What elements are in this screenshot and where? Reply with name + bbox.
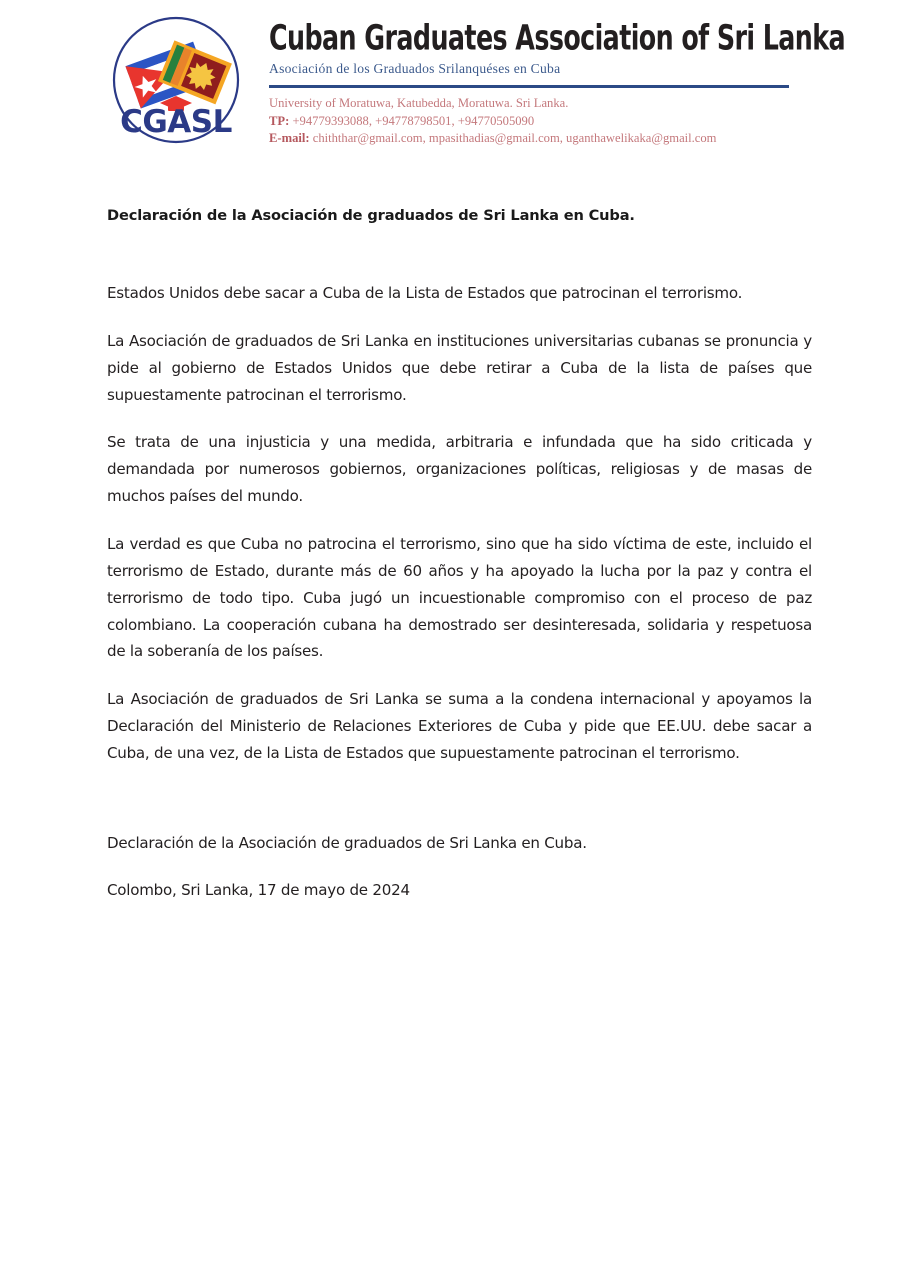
logo-emblem-icon <box>110 14 242 146</box>
closing-spacer <box>107 788 812 830</box>
closing-dateline: Colombo, Sri Lanka, 17 de mayo de 2024 <box>107 880 410 899</box>
body-paragraph: La verdad es que Cuba no patrocina el terrorismo, sino que ha sido víctima de este, incluido el terrorismo de Estado, durante más de 60 años y ha apoyado la lucha por la paz y contra el terrorismo de todo tipo. Cuba jugó un incuestionable compromiso con el proceso de paz colombiano. La cooperación cubana ha demostrado ser desinteresada, solidaria y respetuosa de la soberanía de los países. <box>107 535 812 661</box>
svg-text:CGASL: CGASL <box>120 104 232 140</box>
body-paragraph: La Asociación de graduados de Sri Lanka se suma a la condena internacional y apoyamos la Declaración del Ministerio de Relaciones Exteriores de Cuba y pide que EE.UU. debe sacar a Cuba, de una vez, de la Lista de Estados que supuestamente patrocinan el terrorismo. <box>107 690 812 763</box>
email-value: chiththar@gmail.com, mpasithadias@gmail.com, uganthawelikaka@gmail.com <box>309 131 717 146</box>
email-line <box>269 130 900 148</box>
address-line: University of Moratuwa, Katubedda, Moratuwa. Sri Lanka. <box>269 95 569 110</box>
email-label: E-mail: <box>269 131 310 146</box>
phone-value: +94779393088, +94778798501, +94770505090 <box>289 113 535 128</box>
closing-statement: Declaración de la Asociación de graduados de Sri Lanka en Cuba. <box>107 833 587 852</box>
body-paragraph: Estados Unidos debe sacar a Cuba de la Lista de Estados que patrocinan el terrorismo. <box>107 284 743 302</box>
phone-label: TP: <box>269 113 290 128</box>
document-title: Declaración de la Asociación de graduados de Sri Lanka en Cuba. <box>107 207 635 224</box>
organization-block <box>242 14 900 148</box>
header-divider <box>269 85 789 88</box>
contact-block <box>269 95 900 149</box>
body-paragraph: La Asociación de graduados de Sri Lanka en instituciones universitarias cubanas se pronuncia y pide al gobierno de Estados Unidos que debe retirar a Cuba de la lista de países que supuestamente patrocinan el terrorismo. <box>107 331 812 404</box>
body-paragraph: Se trata de una injusticia y una medida, arbitraria e infundada que ha sido criticada y demandada por numerosos gobiernos, organizaciones políticas, religiosas y de masas de muchos países del mundo. <box>107 433 812 506</box>
document-body <box>107 207 812 924</box>
letterhead <box>110 14 846 148</box>
organization-name: Cuban Graduates Association of Sri Lanka <box>269 17 846 58</box>
organization-subtitle: Asociación de los Graduados Srilanquéses en Cuba <box>269 60 561 76</box>
cgasl-logo <box>110 14 242 146</box>
phone-line <box>269 113 900 131</box>
